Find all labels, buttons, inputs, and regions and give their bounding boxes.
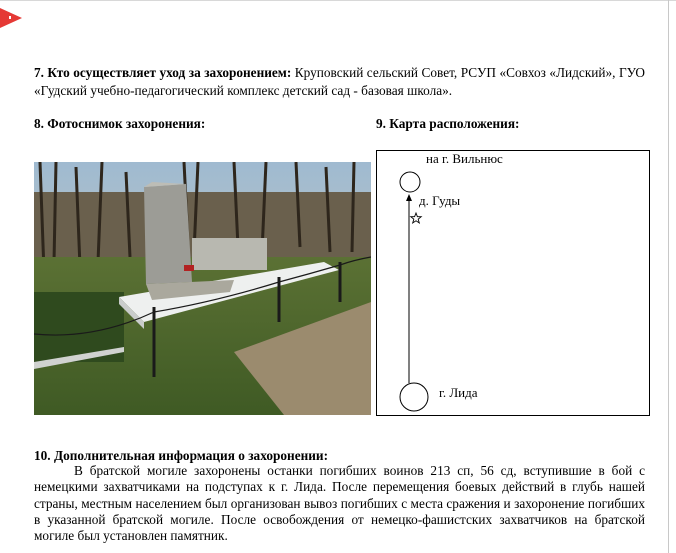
section-10-text: В братской могиле захоронены останки погибших воинов 213 сп, 56 сд, вступившие в бой с немецкими захватчиками на подступах к г. Лида. После перемещения боевых действий в глубь нашей страны, местным населением был организован вывоз погибших с места сражения и захоронение погибших в указанной братской могиле. После освобождения от немецко-фашистских захватчиков на братской могиле был установлен памятник. <box>34 463 645 544</box>
burial-photo <box>34 162 371 415</box>
vilnius-direction-circle <box>400 172 420 192</box>
map-border <box>377 151 650 416</box>
lida-city-circle <box>400 383 428 411</box>
map-city-label: г. Лида <box>439 385 478 400</box>
section-9-heading: 9. Карта расположения: <box>376 116 520 131</box>
section-10-heading: 10. Дополнительная информация о захоронении: <box>34 448 329 463</box>
section-7-label: 7. Кто осуществляет уход за захоронением: <box>34 65 292 80</box>
page-right-border <box>668 0 669 553</box>
section-7-caretaker <box>34 64 645 99</box>
section-7-text: Круповский сельский Совет, РСУП «Совхоз «Лидский», ГУО «Гудский учебно-педагогический комплекс детский сад - базовая школа». <box>34 65 646 98</box>
map-village-label: д. Гуды <box>419 193 461 208</box>
location-map <box>376 150 650 416</box>
section-10-info <box>34 463 645 544</box>
map-direction-label: на г. Вильнюс <box>426 151 503 166</box>
section-8-heading: 8. Фотоснимок захоронения: <box>34 116 206 131</box>
page-top-border <box>0 0 676 1</box>
corner-marker-icon <box>0 6 24 30</box>
